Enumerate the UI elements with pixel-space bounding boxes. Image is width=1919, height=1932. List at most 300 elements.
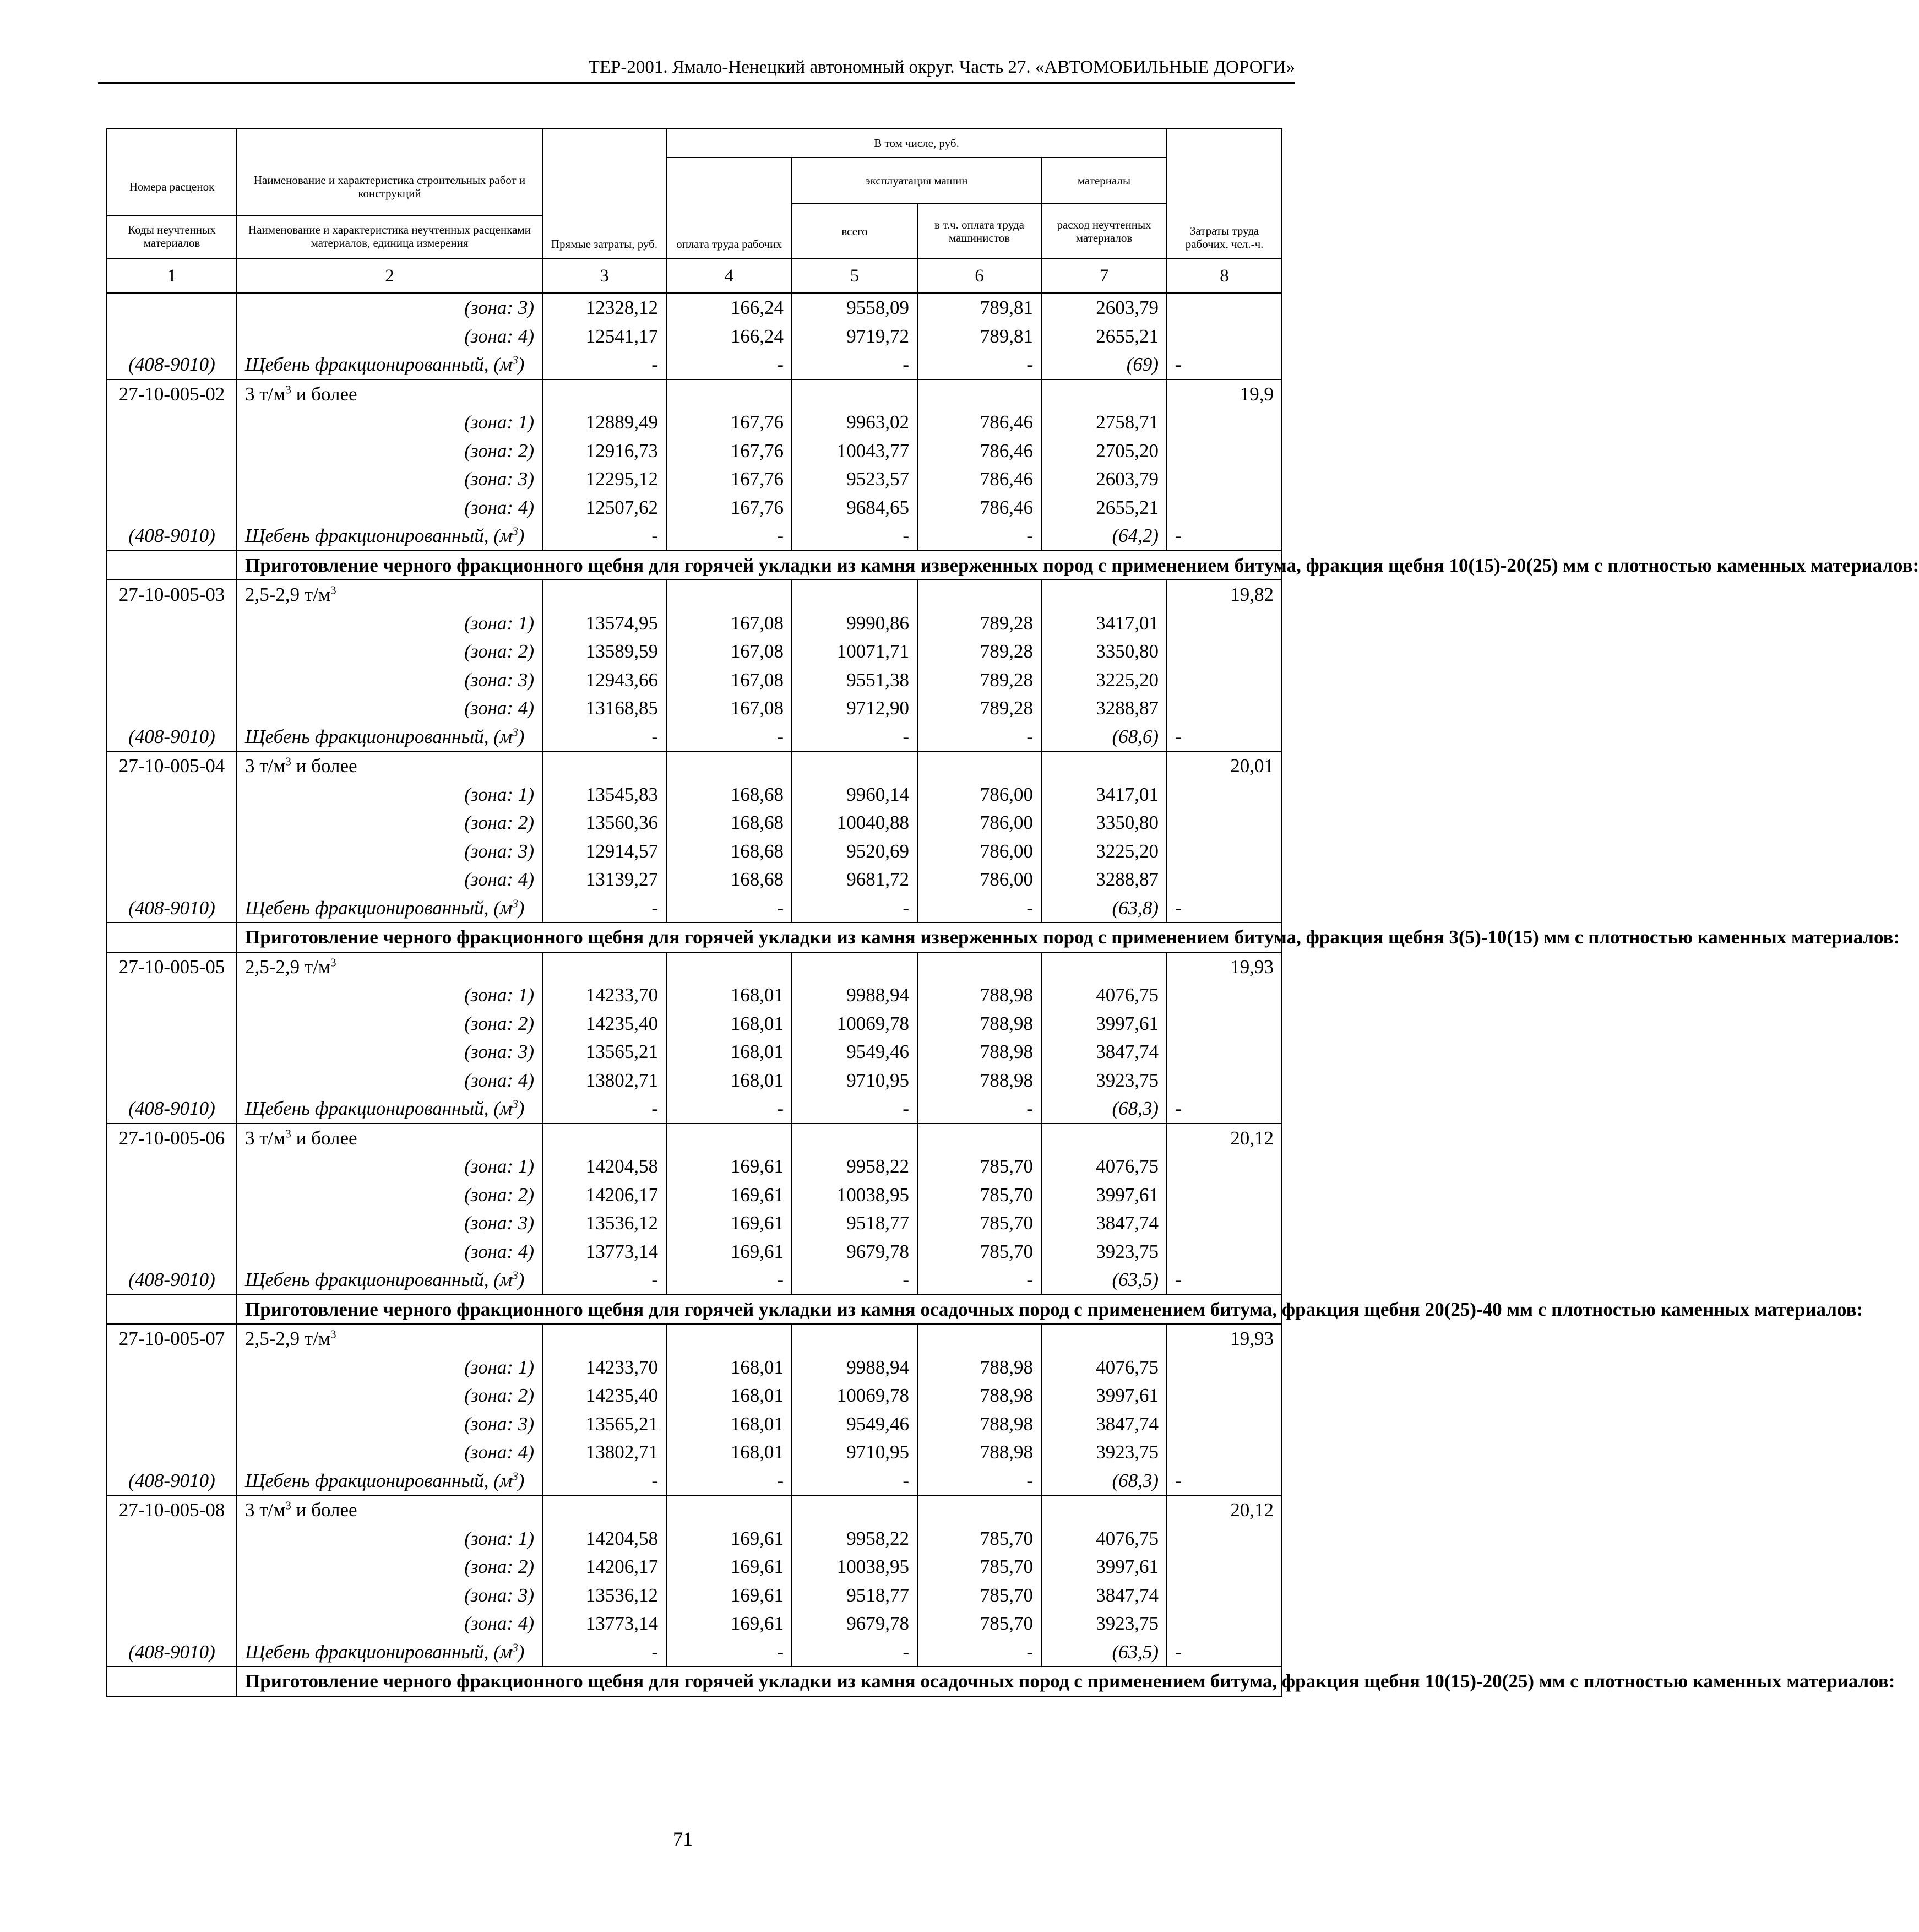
value-cell: 9963,02 — [792, 408, 917, 437]
value-cell: 9958,22 — [792, 1524, 917, 1553]
material-name-text: Щебень фракционированный, (м — [245, 1641, 513, 1663]
value-cell: 169,61 — [666, 1152, 792, 1181]
value-cell: 9523,57 — [792, 465, 917, 493]
zone-row — [107, 1152, 1282, 1181]
unit-superscript: 3 — [330, 1327, 336, 1341]
material-code: (408-9010) — [107, 894, 237, 923]
value-cell: 12295,12 — [542, 465, 666, 493]
rate-code: 27-10-005-07 — [107, 1324, 237, 1353]
empty-cell — [1041, 1324, 1167, 1353]
empty-cell — [1167, 694, 1282, 723]
dash-cell: - — [666, 1266, 792, 1295]
col-header-machinist-pay: в т.ч. оплата труда машинистов — [917, 204, 1041, 259]
table-body — [107, 293, 1919, 1696]
rate-name-suffix: и более — [291, 1127, 357, 1149]
zone-row — [107, 408, 1282, 437]
value-cell: 12943,66 — [542, 666, 666, 694]
rate-row — [107, 1495, 1282, 1524]
empty-cell — [107, 694, 237, 723]
dash-cell: - — [666, 1467, 792, 1496]
dash-cell: - — [666, 350, 792, 379]
column-number: 4 — [666, 259, 792, 293]
value-cell: 13536,12 — [542, 1581, 666, 1610]
zone-label: (зона: 2) — [237, 637, 542, 666]
empty-cell — [1167, 1581, 1282, 1610]
value-cell: 786,46 — [917, 493, 1041, 522]
dash-cell: - — [542, 1638, 666, 1667]
dash-cell: - — [542, 723, 666, 752]
col-header-machines: эксплуатация машин — [792, 158, 1041, 204]
empty-cell — [917, 952, 1041, 981]
value-cell: 169,61 — [666, 1581, 792, 1610]
dash-cell: - — [542, 1094, 666, 1124]
empty-cell — [1167, 1152, 1282, 1181]
zone-row — [107, 981, 1282, 1010]
dash-cell: - — [917, 723, 1041, 752]
value-cell: 14235,40 — [542, 1010, 666, 1038]
empty-cell — [542, 952, 666, 981]
value-cell: 3997,61 — [1041, 1181, 1167, 1209]
value-cell: 785,70 — [917, 1581, 1041, 1610]
empty-cell — [1167, 981, 1282, 1010]
column-number: 8 — [1167, 259, 1282, 293]
material-quantity: (63,8) — [1041, 894, 1167, 923]
value-cell: 10043,77 — [792, 437, 917, 465]
material-row — [107, 522, 1282, 551]
empty-cell — [1167, 666, 1282, 694]
empty-cell — [1041, 1124, 1167, 1153]
zone-row — [107, 666, 1282, 694]
empty-cell — [666, 1495, 792, 1524]
empty-cell — [1167, 1209, 1282, 1238]
material-code: (408-9010) — [107, 1638, 237, 1667]
material-code: (408-9010) — [107, 522, 237, 551]
value-cell: 3225,20 — [1041, 666, 1167, 694]
zone-row — [107, 609, 1282, 638]
empty-cell — [1167, 465, 1282, 493]
material-code: (408-9010) — [107, 1094, 237, 1124]
empty-cell — [542, 1495, 666, 1524]
value-cell: 13773,14 — [542, 1238, 666, 1266]
empty-cell — [1167, 808, 1282, 837]
material-name — [237, 723, 542, 752]
dash-cell: - — [666, 522, 792, 551]
zone-row — [107, 1066, 1282, 1095]
empty-cell — [1041, 379, 1167, 409]
labor-cost: 20,12 — [1167, 1124, 1282, 1153]
value-cell: 9518,77 — [792, 1209, 917, 1238]
dash-cell: - — [666, 723, 792, 752]
zone-row — [107, 1524, 1282, 1553]
dash-cell: - — [1167, 1094, 1282, 1124]
rate-name-text: 3 т/м — [245, 755, 286, 777]
empty-cell — [917, 379, 1041, 409]
empty-cell — [107, 1066, 237, 1095]
empty-cell — [107, 1181, 237, 1209]
rate-name — [237, 1124, 542, 1153]
empty-cell — [107, 1581, 237, 1610]
material-name — [237, 1094, 542, 1124]
value-cell: 3847,74 — [1041, 1581, 1167, 1610]
material-code: (408-9010) — [107, 350, 237, 379]
empty-cell — [792, 379, 917, 409]
dash-cell: - — [792, 1266, 917, 1295]
unit-close: ) — [518, 1269, 525, 1290]
dash-cell: - — [1167, 350, 1282, 379]
value-cell: 788,98 — [917, 1438, 1041, 1467]
empty-cell — [1167, 780, 1282, 809]
empty-cell — [792, 580, 917, 609]
empty-cell — [1167, 1609, 1282, 1638]
material-row — [107, 1467, 1282, 1496]
value-cell: 788,98 — [917, 1410, 1041, 1439]
value-cell: 10040,88 — [792, 808, 917, 837]
value-cell: 14233,70 — [542, 981, 666, 1010]
empty-cell — [107, 1438, 237, 1467]
value-cell: 788,98 — [917, 1066, 1041, 1095]
value-cell: 168,01 — [666, 1010, 792, 1038]
value-cell: 9960,14 — [792, 780, 917, 809]
dash-cell: - — [666, 894, 792, 923]
zone-row — [107, 808, 1282, 837]
value-cell: 3997,61 — [1041, 1010, 1167, 1038]
value-cell: 13545,83 — [542, 780, 666, 809]
empty-cell — [107, 1010, 237, 1038]
zone-label: (зона: 2) — [237, 1553, 542, 1581]
zone-label: (зона: 2) — [237, 1181, 542, 1209]
section-title: Приготовление черного фракционного щебня для горячей укладки из камня осадочных пород с применением битума, фракция щебня 10(15)-20(25) мм с плотностью каменных материалов: — [237, 1667, 1282, 1696]
empty-cell — [917, 1124, 1041, 1153]
empty-cell — [792, 952, 917, 981]
column-number: 5 — [792, 259, 917, 293]
value-cell: 3997,61 — [1041, 1553, 1167, 1581]
value-cell: 786,46 — [917, 437, 1041, 465]
zone-label: (зона: 4) — [237, 493, 542, 522]
labor-cost: 19,93 — [1167, 1324, 1282, 1353]
material-row — [107, 1638, 1282, 1667]
material-row — [107, 894, 1282, 923]
dash-cell: - — [1167, 522, 1282, 551]
empty-cell — [107, 666, 237, 694]
unit-superscript: 3 — [285, 382, 291, 396]
material-quantity: (68,6) — [1041, 723, 1167, 752]
rate-name — [237, 952, 542, 981]
value-cell: 3923,75 — [1041, 1438, 1167, 1467]
dash-cell: - — [917, 1638, 1041, 1667]
zone-label: (зона: 4) — [237, 694, 542, 723]
dash-cell: - — [1167, 1638, 1282, 1667]
dash-cell: - — [917, 1467, 1041, 1496]
value-cell: 9684,65 — [792, 493, 917, 522]
labor-cost: 19,9 — [1167, 379, 1282, 409]
value-cell: 167,08 — [666, 666, 792, 694]
empty-cell — [107, 1410, 237, 1439]
zone-row — [107, 1581, 1282, 1610]
zone-row — [107, 837, 1282, 866]
value-cell: 167,08 — [666, 609, 792, 638]
value-cell: 168,01 — [666, 1438, 792, 1467]
column-number: 6 — [917, 259, 1041, 293]
value-cell: 167,76 — [666, 465, 792, 493]
empty-cell — [792, 1324, 917, 1353]
empty-cell — [792, 751, 917, 780]
value-cell: 168,01 — [666, 1381, 792, 1410]
material-quantity: (63,5) — [1041, 1266, 1167, 1295]
zone-label: (зона: 4) — [237, 1438, 542, 1467]
value-cell: 14206,17 — [542, 1553, 666, 1581]
empty-cell — [107, 551, 237, 580]
zone-label: (зона: 4) — [237, 1609, 542, 1638]
value-cell: 785,70 — [917, 1238, 1041, 1266]
value-cell: 12541,17 — [542, 322, 666, 351]
value-cell: 12507,62 — [542, 493, 666, 522]
dash-cell: - — [666, 1094, 792, 1124]
empty-cell — [1167, 637, 1282, 666]
zone-row — [107, 1410, 1282, 1439]
empty-cell — [107, 780, 237, 809]
column-number: 2 — [237, 259, 542, 293]
empty-cell — [107, 1295, 237, 1325]
unit-superscript: 3 — [512, 1469, 518, 1483]
value-cell: 2603,79 — [1041, 293, 1167, 322]
value-cell: 167,08 — [666, 694, 792, 723]
unit-superscript: 3 — [512, 1268, 518, 1282]
value-cell: 2655,21 — [1041, 322, 1167, 351]
column-numbers-row — [107, 259, 1282, 293]
empty-cell — [917, 580, 1041, 609]
value-cell: 14204,58 — [542, 1152, 666, 1181]
value-cell: 167,76 — [666, 408, 792, 437]
rate-row — [107, 751, 1282, 780]
unit-superscript: 3 — [512, 524, 518, 538]
value-cell: 786,00 — [917, 865, 1041, 894]
material-name-text: Щебень фракционированный, (м — [245, 1469, 513, 1491]
value-cell: 9518,77 — [792, 1581, 917, 1610]
value-cell: 9719,72 — [792, 322, 917, 351]
value-cell: 788,98 — [917, 1381, 1041, 1410]
value-cell: 9681,72 — [792, 865, 917, 894]
value-cell: 12916,73 — [542, 437, 666, 465]
value-cell: 168,01 — [666, 1066, 792, 1095]
empty-cell — [542, 379, 666, 409]
labor-cost: 19,82 — [1167, 580, 1282, 609]
zone-row — [107, 1353, 1282, 1382]
value-cell: 13773,14 — [542, 1609, 666, 1638]
zone-label: (зона: 3) — [237, 1038, 542, 1066]
empty-cell — [1167, 493, 1282, 522]
zone-label: (зона: 3) — [237, 1410, 542, 1439]
col-header-material-codes: Коды неучтенных материалов — [107, 215, 236, 249]
value-cell: 9679,78 — [792, 1609, 917, 1638]
material-name — [237, 1638, 542, 1667]
value-cell: 3923,75 — [1041, 1066, 1167, 1095]
value-cell: 788,98 — [917, 1038, 1041, 1066]
value-cell: 14235,40 — [542, 1381, 666, 1410]
empty-cell — [1167, 322, 1282, 351]
value-cell: 167,76 — [666, 437, 792, 465]
dash-cell: - — [666, 1638, 792, 1667]
value-cell: 168,68 — [666, 837, 792, 866]
value-cell: 2655,21 — [1041, 493, 1167, 522]
zone-row — [107, 1181, 1282, 1209]
dash-cell: - — [917, 522, 1041, 551]
empty-cell — [1041, 952, 1167, 981]
price-table — [106, 128, 1919, 1697]
value-cell: 10071,71 — [792, 637, 917, 666]
value-cell: 13802,71 — [542, 1066, 666, 1095]
value-cell: 9712,90 — [792, 694, 917, 723]
value-cell: 14233,70 — [542, 1353, 666, 1382]
zone-row — [107, 322, 1282, 351]
unit-superscript: 3 — [512, 725, 518, 739]
empty-cell — [107, 1609, 237, 1638]
value-cell: 12914,57 — [542, 837, 666, 866]
value-cell: 169,61 — [666, 1609, 792, 1638]
zone-label: (зона: 4) — [237, 322, 542, 351]
zone-label: (зона: 4) — [237, 1238, 542, 1266]
dash-cell: - — [542, 350, 666, 379]
material-quantity: (68,3) — [1041, 1094, 1167, 1124]
zone-label: (зона: 1) — [237, 408, 542, 437]
value-cell: 785,70 — [917, 1609, 1041, 1638]
value-cell: 13168,85 — [542, 694, 666, 723]
empty-cell — [107, 981, 237, 1010]
value-cell: 9549,46 — [792, 1410, 917, 1439]
zone-row — [107, 1381, 1282, 1410]
rate-name-suffix: и более — [291, 1499, 357, 1521]
unit-close: ) — [518, 1098, 525, 1119]
value-cell: 3225,20 — [1041, 837, 1167, 866]
value-cell: 3923,75 — [1041, 1238, 1167, 1266]
zone-label: (зона: 2) — [237, 808, 542, 837]
value-cell: 12328,12 — [542, 293, 666, 322]
col-header-codes — [107, 129, 237, 259]
rate-name — [237, 1324, 542, 1353]
value-cell: 3847,74 — [1041, 1038, 1167, 1066]
value-cell: 9551,38 — [792, 666, 917, 694]
material-quantity: (69) — [1041, 350, 1167, 379]
empty-cell — [1167, 837, 1282, 866]
value-cell: 9558,09 — [792, 293, 917, 322]
material-row — [107, 1266, 1282, 1295]
value-cell: 785,70 — [917, 1524, 1041, 1553]
value-cell: 13589,59 — [542, 637, 666, 666]
empty-cell — [1167, 293, 1282, 322]
unit-superscript: 3 — [330, 955, 336, 969]
empty-cell — [107, 808, 237, 837]
labor-cost: 20,12 — [1167, 1495, 1282, 1524]
empty-cell — [1167, 1553, 1282, 1581]
material-name-text: Щебень фракционированный, (м — [245, 897, 513, 919]
zone-label: (зона: 1) — [237, 780, 542, 809]
unit-superscript: 3 — [285, 755, 291, 768]
col-header-machines-total: всего — [792, 204, 917, 259]
material-code: (408-9010) — [107, 1266, 237, 1295]
value-cell: 13565,21 — [542, 1038, 666, 1066]
material-name — [237, 522, 542, 551]
empty-cell — [1167, 437, 1282, 465]
material-name — [237, 894, 542, 923]
value-cell: 789,81 — [917, 322, 1041, 351]
value-cell: 3417,01 — [1041, 780, 1167, 809]
dash-cell: - — [542, 1467, 666, 1496]
rate-code: 27-10-005-02 — [107, 379, 237, 409]
material-quantity: (63,5) — [1041, 1638, 1167, 1667]
table-header — [107, 129, 1282, 293]
empty-cell — [1167, 1066, 1282, 1095]
value-cell: 168,01 — [666, 981, 792, 1010]
section-title: Приготовление черного фракционного щебня для горячей укладки из камня изверженных пород с применением битума, фракция щебня 3(5)-10(15) мм с плотностью каменных материалов: — [237, 922, 1282, 952]
zone-row — [107, 493, 1282, 522]
col-header-including: В том числе, руб. — [666, 129, 1167, 158]
value-cell: 9988,94 — [792, 1353, 917, 1382]
value-cell: 168,68 — [666, 808, 792, 837]
value-cell: 168,68 — [666, 865, 792, 894]
value-cell: 3288,87 — [1041, 694, 1167, 723]
empty-cell — [666, 1324, 792, 1353]
col-header-rate-numbers: Номера расценок — [129, 180, 215, 193]
value-cell: 169,61 — [666, 1524, 792, 1553]
zone-row — [107, 1438, 1282, 1467]
rate-row — [107, 580, 1282, 609]
material-name-text: Щебень фракционированный, (м — [245, 525, 513, 546]
unit-close: ) — [518, 525, 525, 546]
value-cell: 786,00 — [917, 808, 1041, 837]
zone-label: (зона: 3) — [237, 666, 542, 694]
rate-name-text: 2,5-2,9 т/м — [245, 584, 331, 605]
value-cell: 9958,22 — [792, 1152, 917, 1181]
empty-cell — [666, 952, 792, 981]
value-cell: 168,01 — [666, 1410, 792, 1439]
value-cell: 166,24 — [666, 293, 792, 322]
value-cell: 785,70 — [917, 1209, 1041, 1238]
value-cell: 13565,21 — [542, 1410, 666, 1439]
empty-cell — [107, 408, 237, 437]
value-cell: 785,70 — [917, 1181, 1041, 1209]
zone-label: (зона: 3) — [237, 465, 542, 493]
empty-cell — [107, 1209, 237, 1238]
zone-row — [107, 437, 1282, 465]
material-row — [107, 723, 1282, 752]
value-cell: 788,98 — [917, 981, 1041, 1010]
material-code: (408-9010) — [107, 1467, 237, 1496]
empty-cell — [917, 751, 1041, 780]
col-header-materials: материалы — [1041, 158, 1167, 204]
rate-name — [237, 379, 542, 409]
empty-cell — [1041, 580, 1167, 609]
value-cell: 789,28 — [917, 666, 1041, 694]
rate-name-text: 3 т/м — [245, 1127, 286, 1149]
value-cell: 168,01 — [666, 1038, 792, 1066]
zone-row — [107, 293, 1282, 322]
empty-cell — [666, 379, 792, 409]
dash-cell: - — [1167, 723, 1282, 752]
zone-row — [107, 1038, 1282, 1066]
value-cell: 4076,75 — [1041, 1524, 1167, 1553]
zone-label: (зона: 2) — [237, 437, 542, 465]
value-cell: 2705,20 — [1041, 437, 1167, 465]
col-header-direct-costs: Прямые затраты, руб. — [542, 129, 666, 259]
value-cell: 12889,49 — [542, 408, 666, 437]
value-cell: 4076,75 — [1041, 1152, 1167, 1181]
zone-row — [107, 1609, 1282, 1638]
unit-close: ) — [518, 897, 525, 919]
rate-code: 27-10-005-06 — [107, 1124, 237, 1153]
empty-cell — [107, 922, 237, 952]
value-cell: 167,76 — [666, 493, 792, 522]
value-cell: 786,00 — [917, 780, 1041, 809]
value-cell: 9710,95 — [792, 1066, 917, 1095]
